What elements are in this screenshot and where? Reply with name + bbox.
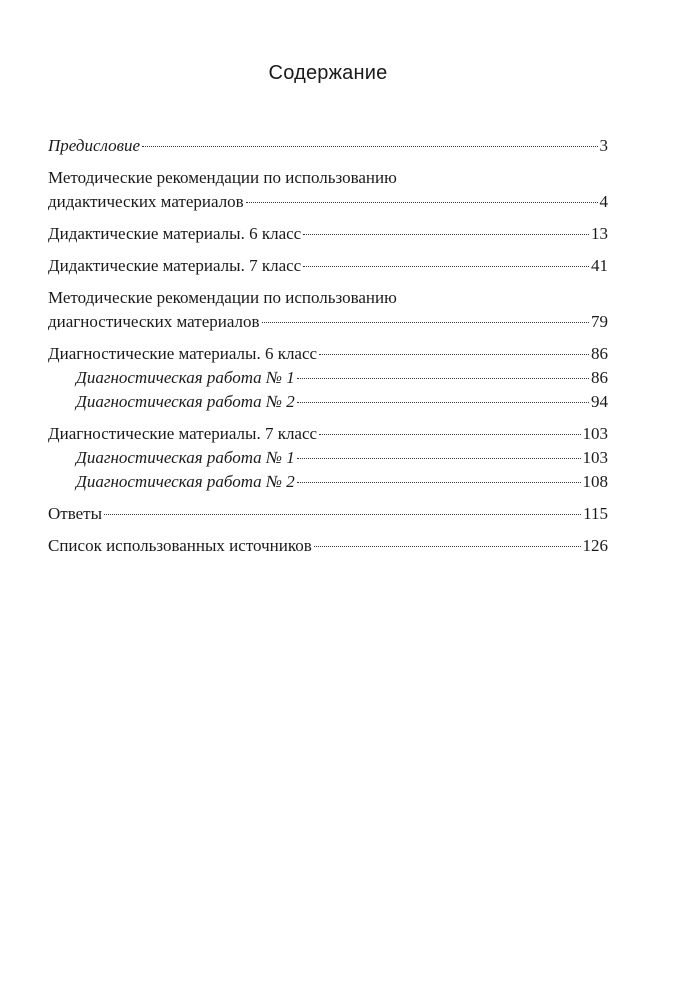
toc-entry-didactic-methods[interactable]: [48, 166, 608, 214]
toc-entry-label: Диагностическая работа № 2: [76, 392, 295, 411]
toc-entry-label: диагностических материалов: [48, 312, 260, 331]
page-title: Содержание: [268, 62, 388, 84]
dot-leader: [297, 458, 581, 459]
toc-page-number: 103: [582, 448, 608, 467]
toc-page-number: 86: [591, 344, 608, 363]
toc-entry-diagnostic-methods[interactable]: [48, 286, 608, 334]
toc-page-number: 13: [591, 224, 608, 243]
toc-entry-label: Диагностическая работа № 2: [76, 472, 295, 491]
toc-entry-label: Предисловие: [48, 136, 141, 155]
toc-subentry-diag-7-work-1[interactable]: [48, 446, 608, 470]
toc-entry-label: Дидактические материалы. 6 класс: [48, 224, 302, 243]
dot-leader: [297, 402, 589, 403]
dot-leader: [314, 546, 581, 547]
dot-leader: [319, 354, 589, 355]
toc-entry-label: Диагностические материалы. 7 класс: [48, 424, 318, 443]
toc-page-number: 86: [591, 368, 608, 387]
toc-entry-label-line1: Методические рекомендации по использованию: [48, 288, 397, 307]
toc-entry-answers[interactable]: [48, 502, 608, 526]
dot-leader: [142, 146, 597, 147]
toc-subentry-diag-6-work-1[interactable]: [48, 366, 608, 390]
dot-leader: [297, 482, 581, 483]
toc-entry-label: Ответы: [48, 504, 103, 523]
dot-leader: [262, 322, 589, 323]
toc-page-number: 4: [599, 192, 608, 211]
dot-leader: [297, 378, 589, 379]
toc-entry-label: Список использованных источников: [48, 536, 312, 555]
dot-leader: [246, 202, 598, 203]
toc-page-number: 103: [582, 424, 608, 443]
toc-page-number: 115: [583, 504, 608, 523]
toc-page-number: 126: [582, 536, 608, 555]
toc-page-number: 79: [591, 312, 608, 331]
toc-entry-diagnostic-6[interactable]: [48, 342, 608, 366]
toc-entry-didactic-7[interactable]: [48, 254, 608, 278]
dot-leader: [303, 266, 589, 267]
toc-entry-didactic-6[interactable]: [48, 222, 608, 246]
toc-page-number: 94: [591, 392, 608, 411]
toc-entry-preface[interactable]: [48, 134, 608, 158]
toc-entry-diagnostic-7[interactable]: [48, 422, 608, 446]
toc-entry-label-line1: Методические рекомендации по использованию: [48, 168, 397, 187]
toc-subentry-diag-7-work-2[interactable]: [48, 470, 608, 494]
toc-entry-label: Диагностическая работа № 1: [76, 368, 295, 387]
toc-page-number: 3: [599, 136, 608, 155]
table-of-contents: [48, 134, 608, 558]
dot-leader: [303, 234, 589, 235]
toc-page-number: 41: [591, 256, 608, 275]
toc-page-number: 108: [582, 472, 608, 491]
dot-leader: [104, 514, 581, 515]
toc-entry-label: Диагностические материалы. 6 класс: [48, 344, 318, 363]
toc-entry-sources[interactable]: [48, 534, 608, 558]
toc-entry-label: Дидактические материалы. 7 класс: [48, 256, 302, 275]
toc-subentry-diag-6-work-2[interactable]: [48, 390, 608, 414]
dot-leader: [319, 434, 580, 435]
toc-entry-label: Диагностическая работа № 1: [76, 448, 295, 467]
toc-entry-label: дидактических материалов: [48, 192, 244, 211]
